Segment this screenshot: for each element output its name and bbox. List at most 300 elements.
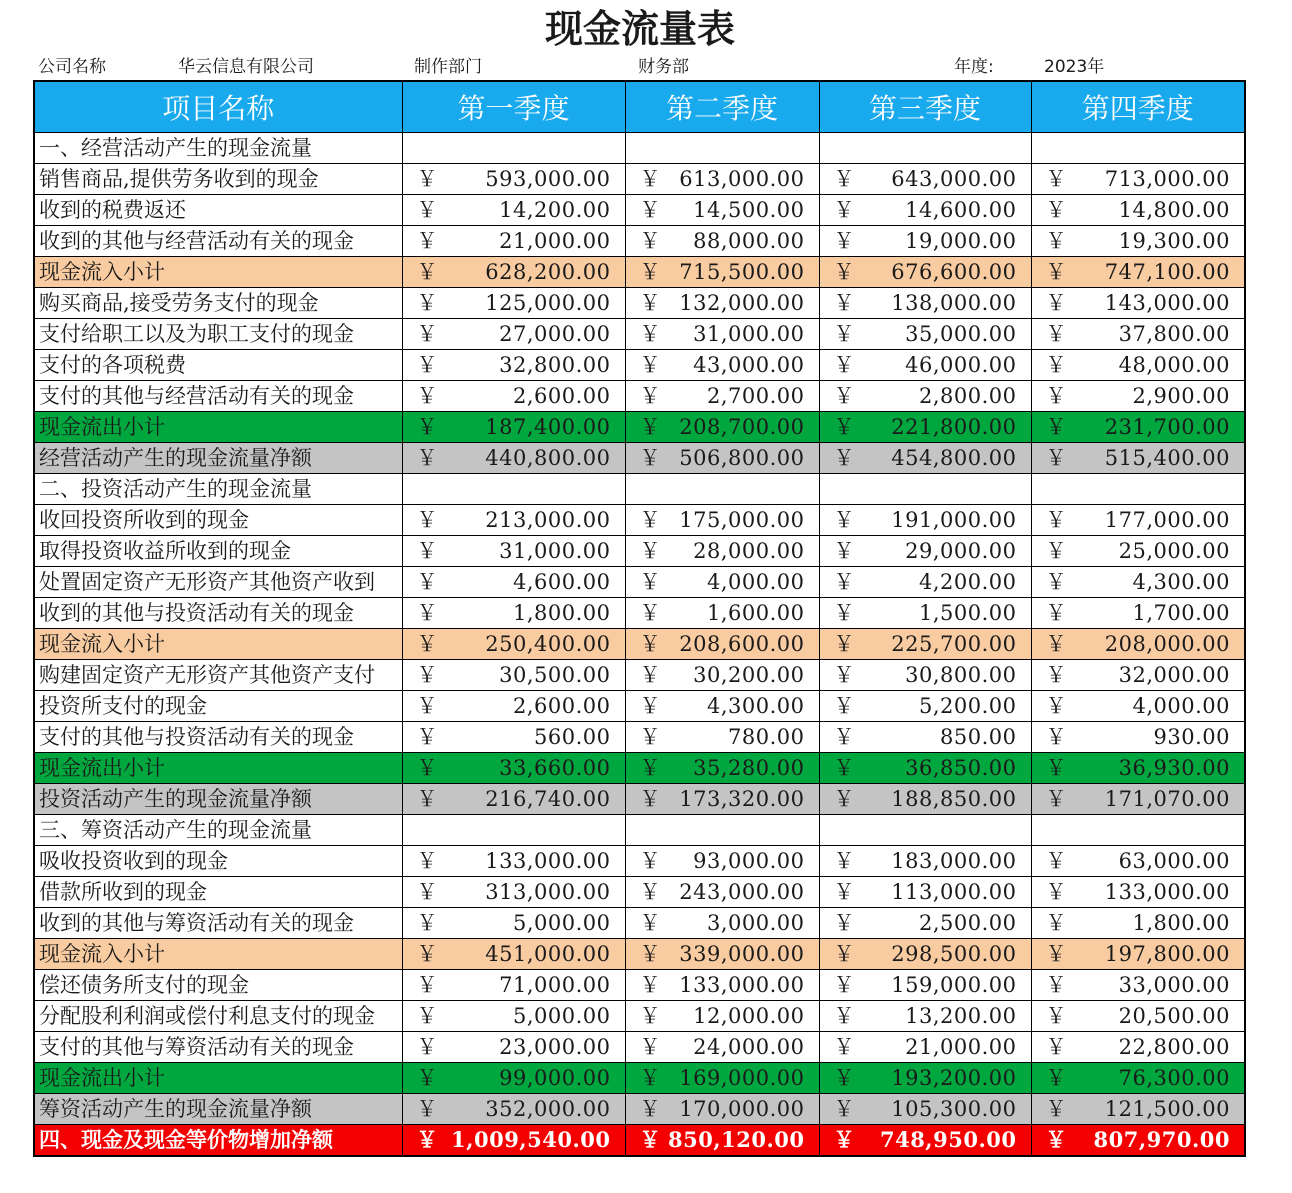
amount-cell-q1 <box>402 846 625 877</box>
currency-symbol: ￥ <box>1045 663 1067 687</box>
amount-value: 1,800.00 <box>512 601 611 625</box>
column-header-q3: 第三季度 <box>819 81 1031 133</box>
amount-cell-q4 <box>1031 164 1245 195</box>
amount-cell-q3 <box>819 1001 1031 1032</box>
amount-cell-q4 <box>1031 319 1245 350</box>
amount-cell-q1 <box>402 1063 625 1094</box>
amount-value: 1,700.00 <box>1132 601 1230 625</box>
amount-cell-q3 <box>819 784 1031 815</box>
amount-cell-q3 <box>819 412 1031 443</box>
column-header-q1: 第一季度 <box>402 81 625 133</box>
amount-cell-q2 <box>625 505 819 536</box>
amount-cell-q3 <box>819 195 1031 226</box>
amount-value: 2,600.00 <box>512 384 611 408</box>
currency-symbol: ￥ <box>416 725 438 749</box>
amount-cell-q3 <box>819 536 1031 567</box>
currency-symbol: ￥ <box>833 384 855 408</box>
currency-symbol: ￥ <box>416 1097 438 1121</box>
amount-cell-q4 <box>1031 288 1245 319</box>
currency-symbol: ￥ <box>639 260 661 284</box>
amount-value: 4,600.00 <box>512 570 611 594</box>
currency-symbol: ￥ <box>639 1035 661 1059</box>
row-label: 收到的其他与筹资活动有关的现金 <box>34 908 402 939</box>
table-row <box>34 226 1245 257</box>
amount-cell-q3 <box>819 939 1031 970</box>
company-name: 华云信息有限公司 <box>178 57 314 77</box>
currency-symbol: ￥ <box>833 1127 855 1152</box>
amount-cell-q2 <box>625 1032 819 1063</box>
currency-symbol: ￥ <box>833 601 855 625</box>
amount-cell-q3 <box>819 257 1031 288</box>
currency-symbol: ￥ <box>1045 198 1067 222</box>
currency-symbol: ￥ <box>833 973 855 997</box>
amount-cell-q3 <box>819 1125 1031 1157</box>
currency-symbol: ￥ <box>833 880 855 904</box>
amount-cell-q4 <box>1031 226 1245 257</box>
amount-cell-q1 <box>402 505 625 536</box>
amount-value: 105,300.00 <box>891 1097 1017 1121</box>
currency-symbol: ￥ <box>1045 167 1067 191</box>
table-row <box>34 1063 1245 1094</box>
amount-cell-q1 <box>402 691 625 722</box>
currency-symbol: ￥ <box>639 384 661 408</box>
amount-cell-q4 <box>1031 1125 1245 1157</box>
amount-value: 143,000.00 <box>1104 291 1230 315</box>
amount-cell-q3 <box>819 1063 1031 1094</box>
currency-symbol: ￥ <box>833 942 855 966</box>
row-label: 四、现金及现金等价物增加净额 <box>34 1125 402 1157</box>
table-row <box>34 288 1245 319</box>
currency-symbol: ￥ <box>416 446 438 470</box>
currency-symbol: ￥ <box>833 1097 855 1121</box>
amount-cell-q4 <box>1031 815 1245 846</box>
currency-symbol: ￥ <box>833 353 855 377</box>
amount-value: 339,000.00 <box>679 942 805 966</box>
amount-value: 177,000.00 <box>1104 508 1230 532</box>
amount-cell-q2 <box>625 877 819 908</box>
amount-cell-q3 <box>819 319 1031 350</box>
amount-cell-q4 <box>1031 629 1245 660</box>
currency-symbol: ￥ <box>1045 1004 1067 1028</box>
amount-cell-q4 <box>1031 598 1245 629</box>
amount-value: 48,000.00 <box>1118 353 1230 377</box>
currency-symbol: ￥ <box>639 353 661 377</box>
amount-cell-q3 <box>819 505 1031 536</box>
row-label: 现金流出小计 <box>34 753 402 784</box>
currency-symbol: ￥ <box>1045 973 1067 997</box>
amount-cell-q4 <box>1031 1032 1245 1063</box>
amount-cell-q4 <box>1031 846 1245 877</box>
table-row <box>34 660 1245 691</box>
amount-value: 36,850.00 <box>905 756 1017 780</box>
amount-cell-q3 <box>819 629 1031 660</box>
amount-value: 63,000.00 <box>1118 849 1230 873</box>
table-row <box>34 939 1245 970</box>
currency-symbol: ￥ <box>1045 911 1067 935</box>
amount-cell-q4 <box>1031 443 1245 474</box>
table-row <box>34 629 1245 660</box>
amount-value: 208,000.00 <box>1104 632 1230 656</box>
amount-value: 33,660.00 <box>499 756 611 780</box>
row-label: 现金流出小计 <box>34 1063 402 1094</box>
currency-symbol: ￥ <box>833 694 855 718</box>
amount-value: 208,600.00 <box>679 632 805 656</box>
amount-cell-q3 <box>819 226 1031 257</box>
currency-symbol: ￥ <box>639 973 661 997</box>
row-label: 支付给职工以及为职工支付的现金 <box>34 319 402 350</box>
currency-symbol: ￥ <box>639 756 661 780</box>
currency-symbol: ￥ <box>1045 1066 1067 1090</box>
amount-value: 25,000.00 <box>1118 539 1230 563</box>
table-row <box>34 908 1245 939</box>
amount-value: 133,000.00 <box>679 973 805 997</box>
amount-cell-q2 <box>625 722 819 753</box>
currency-symbol: ￥ <box>639 880 661 904</box>
currency-symbol: ￥ <box>416 1004 438 1028</box>
amount-cell-q2 <box>625 257 819 288</box>
row-label: 偿还债务所支付的现金 <box>34 970 402 1001</box>
row-label: 收到的税费返还 <box>34 195 402 226</box>
amount-value: 193,200.00 <box>891 1066 1017 1090</box>
currency-symbol: ￥ <box>833 508 855 532</box>
amount-cell-q3 <box>819 753 1031 784</box>
currency-symbol: ￥ <box>639 198 661 222</box>
currency-symbol: ￥ <box>833 663 855 687</box>
currency-symbol: ￥ <box>833 229 855 253</box>
amount-value: 506,800.00 <box>679 446 805 470</box>
amount-value: 14,200.00 <box>499 198 611 222</box>
amount-cell-q1 <box>402 970 625 1001</box>
amount-value: 32,800.00 <box>499 353 611 377</box>
amount-value: 159,000.00 <box>891 973 1017 997</box>
amount-value: 197,800.00 <box>1104 942 1230 966</box>
amount-value: 88,000.00 <box>693 229 805 253</box>
amount-value: 27,000.00 <box>499 322 611 346</box>
amount-value: 99,000.00 <box>499 1066 611 1090</box>
amount-cell-q2 <box>625 598 819 629</box>
amount-cell-q3 <box>819 288 1031 319</box>
amount-cell-q3 <box>819 443 1031 474</box>
currency-symbol: ￥ <box>416 911 438 935</box>
currency-symbol: ￥ <box>1045 446 1067 470</box>
currency-symbol: ￥ <box>639 601 661 625</box>
amount-cell-q4 <box>1031 505 1245 536</box>
amount-cell-q3 <box>819 350 1031 381</box>
row-label: 支付的其他与筹资活动有关的现金 <box>34 1032 402 1063</box>
currency-symbol: ￥ <box>639 725 661 749</box>
amount-cell-q2 <box>625 1063 819 1094</box>
amount-cell-q2 <box>625 536 819 567</box>
amount-value: 4,000.00 <box>706 570 805 594</box>
currency-symbol: ￥ <box>1045 260 1067 284</box>
currency-symbol: ￥ <box>833 291 855 315</box>
row-label: 经营活动产生的现金流量净额 <box>34 443 402 474</box>
currency-symbol: ￥ <box>833 632 855 656</box>
table-row <box>34 505 1245 536</box>
currency-symbol: ￥ <box>833 1004 855 1028</box>
amount-cell-q1 <box>402 629 625 660</box>
amount-value: 93,000.00 <box>693 849 805 873</box>
amount-cell-q2 <box>625 629 819 660</box>
amount-value: 1,500.00 <box>918 601 1017 625</box>
currency-symbol: ￥ <box>416 260 438 284</box>
amount-value: 22,800.00 <box>1118 1035 1230 1059</box>
currency-symbol: ￥ <box>416 384 438 408</box>
currency-symbol: ￥ <box>1045 291 1067 315</box>
currency-symbol: ￥ <box>639 1127 661 1152</box>
amount-cell-q4 <box>1031 195 1245 226</box>
currency-symbol: ￥ <box>639 539 661 563</box>
amount-cell-q1 <box>402 257 625 288</box>
amount-value: 440,800.00 <box>485 446 611 470</box>
amount-cell-q2 <box>625 443 819 474</box>
row-label: 投资所支付的现金 <box>34 691 402 722</box>
section-header-row <box>34 474 1245 505</box>
amount-value: 125,000.00 <box>485 291 611 315</box>
amount-cell-q3 <box>819 970 1031 1001</box>
row-label: 借款所收到的现金 <box>34 877 402 908</box>
amount-cell-q2 <box>625 350 819 381</box>
amount-value: 191,000.00 <box>891 508 1017 532</box>
currency-symbol: ￥ <box>416 167 438 191</box>
currency-symbol: ￥ <box>1045 694 1067 718</box>
currency-symbol: ￥ <box>416 291 438 315</box>
currency-symbol: ￥ <box>1045 229 1067 253</box>
currency-symbol: ￥ <box>639 167 661 191</box>
row-label: 支付的其他与投资活动有关的现金 <box>34 722 402 753</box>
table-row <box>34 412 1245 443</box>
amount-value: 930.00 <box>1153 725 1230 749</box>
currency-symbol: ￥ <box>1045 849 1067 873</box>
amount-cell-q2 <box>625 381 819 412</box>
amount-cell-q4 <box>1031 722 1245 753</box>
amount-cell-q2 <box>625 474 819 505</box>
amount-value: 76,300.00 <box>1118 1066 1230 1090</box>
amount-value: 593,000.00 <box>485 167 611 191</box>
currency-symbol: ￥ <box>639 1004 661 1028</box>
row-label: 销售商品,提供劳务收到的现金 <box>34 164 402 195</box>
amount-cell-q2 <box>625 1125 819 1157</box>
amount-cell-q2 <box>625 288 819 319</box>
currency-symbol: ￥ <box>416 973 438 997</box>
currency-symbol: ￥ <box>833 446 855 470</box>
currency-symbol: ￥ <box>416 787 438 811</box>
amount-cell-q1 <box>402 288 625 319</box>
amount-value: 2,900.00 <box>1132 384 1230 408</box>
amount-value: 780.00 <box>728 725 805 749</box>
currency-symbol: ￥ <box>639 508 661 532</box>
currency-symbol: ￥ <box>833 198 855 222</box>
amount-value: 713,000.00 <box>1104 167 1230 191</box>
amount-cell-q3 <box>819 660 1031 691</box>
amount-cell-q4 <box>1031 970 1245 1001</box>
table-row <box>34 877 1245 908</box>
amount-value: 748,950.00 <box>879 1127 1017 1152</box>
amount-cell-q3 <box>819 1094 1031 1125</box>
amount-value: 208,700.00 <box>679 415 805 439</box>
table-row <box>34 1125 1245 1157</box>
amount-cell-q2 <box>625 133 819 164</box>
amount-cell-q4 <box>1031 753 1245 784</box>
currency-symbol: ￥ <box>639 415 661 439</box>
amount-cell-q4 <box>1031 660 1245 691</box>
amount-value: 37,800.00 <box>1118 322 1230 346</box>
row-label: 支付的各项税费 <box>34 350 402 381</box>
amount-cell-q1 <box>402 784 625 815</box>
currency-symbol: ￥ <box>639 1066 661 1090</box>
amount-value: 676,600.00 <box>891 260 1017 284</box>
amount-value: 715,500.00 <box>679 260 805 284</box>
row-label: 吸收投资收到的现金 <box>34 846 402 877</box>
row-label: 收到的其他与投资活动有关的现金 <box>34 598 402 629</box>
row-label: 处置固定资产无形资产其他资产收到 <box>34 567 402 598</box>
amount-cell-q4 <box>1031 567 1245 598</box>
amount-value: 216,740.00 <box>485 787 611 811</box>
currency-symbol: ￥ <box>639 291 661 315</box>
currency-symbol: ￥ <box>416 942 438 966</box>
currency-symbol: ￥ <box>1045 570 1067 594</box>
currency-symbol: ￥ <box>639 322 661 346</box>
amount-cell-q3 <box>819 691 1031 722</box>
amount-value: 35,280.00 <box>693 756 805 780</box>
currency-symbol: ￥ <box>1045 756 1067 780</box>
currency-symbol: ￥ <box>416 632 438 656</box>
amount-cell-q1 <box>402 908 625 939</box>
amount-cell-q2 <box>625 753 819 784</box>
amount-cell-q3 <box>819 381 1031 412</box>
row-label: 收到的其他与经营活动有关的现金 <box>34 226 402 257</box>
table-row <box>34 381 1245 412</box>
amount-value: 170,000.00 <box>679 1097 805 1121</box>
amount-cell-q2 <box>625 1094 819 1125</box>
company-label: 公司名称 <box>38 57 106 77</box>
row-label: 现金流入小计 <box>34 939 402 970</box>
currency-symbol: ￥ <box>833 1035 855 1059</box>
currency-symbol: ￥ <box>639 849 661 873</box>
page-title: 现金流量表 <box>544 7 735 51</box>
amount-value: 807,970.00 <box>1093 1127 1230 1152</box>
currency-symbol: ￥ <box>833 167 855 191</box>
amount-cell-q4 <box>1031 784 1245 815</box>
currency-symbol: ￥ <box>639 694 661 718</box>
amount-value: 1,800.00 <box>1132 911 1230 935</box>
amount-value: 14,600.00 <box>905 198 1017 222</box>
amount-value: 14,800.00 <box>1118 198 1230 222</box>
amount-value: 4,200.00 <box>918 570 1017 594</box>
table-row <box>34 443 1245 474</box>
amount-cell-q1 <box>402 443 625 474</box>
amount-value: 19,000.00 <box>905 229 1017 253</box>
amount-value: 313,000.00 <box>485 880 611 904</box>
currency-symbol: ￥ <box>416 415 438 439</box>
amount-cell-q1 <box>402 412 625 443</box>
currency-symbol: ￥ <box>639 570 661 594</box>
amount-cell-q1 <box>402 133 625 164</box>
currency-symbol: ￥ <box>416 539 438 563</box>
dept-label: 制作部门 <box>414 57 482 77</box>
amount-cell-q4 <box>1031 1063 1245 1094</box>
currency-symbol: ￥ <box>1045 415 1067 439</box>
amount-value: 21,000.00 <box>905 1035 1017 1059</box>
amount-value: 19,300.00 <box>1118 229 1230 253</box>
table-row <box>34 1032 1245 1063</box>
currency-symbol: ￥ <box>833 322 855 346</box>
currency-symbol: ￥ <box>639 229 661 253</box>
amount-cell-q4 <box>1031 939 1245 970</box>
amount-cell-q1 <box>402 474 625 505</box>
amount-value: 5,200.00 <box>918 694 1017 718</box>
row-label: 投资活动产生的现金流量净额 <box>34 784 402 815</box>
amount-value: 23,000.00 <box>499 1035 611 1059</box>
currency-symbol: ￥ <box>1045 1127 1067 1152</box>
amount-cell-q3 <box>819 908 1031 939</box>
amount-value: 560.00 <box>534 725 611 749</box>
row-label: 现金流入小计 <box>34 629 402 660</box>
row-label: 现金流出小计 <box>34 412 402 443</box>
amount-value: 613,000.00 <box>679 167 805 191</box>
amount-value: 298,500.00 <box>891 942 1017 966</box>
row-label: 购建固定资产无形资产其他资产支付 <box>34 660 402 691</box>
currency-symbol: ￥ <box>1045 632 1067 656</box>
amount-value: 28,000.00 <box>693 539 805 563</box>
amount-cell-q2 <box>625 226 819 257</box>
amount-value: 1,009,540.00 <box>451 1127 611 1152</box>
row-label: 现金流入小计 <box>34 257 402 288</box>
currency-symbol: ￥ <box>1045 384 1067 408</box>
amount-cell-q2 <box>625 784 819 815</box>
currency-symbol: ￥ <box>416 663 438 687</box>
amount-cell-q1 <box>402 939 625 970</box>
currency-symbol: ￥ <box>1045 942 1067 966</box>
amount-cell-q1 <box>402 195 625 226</box>
table-row <box>34 598 1245 629</box>
currency-symbol: ￥ <box>1045 1035 1067 1059</box>
amount-value: 175,000.00 <box>679 508 805 532</box>
currency-symbol: ￥ <box>639 911 661 935</box>
currency-symbol: ￥ <box>416 322 438 346</box>
amount-value: 221,800.00 <box>891 415 1017 439</box>
amount-value: 30,800.00 <box>905 663 1017 687</box>
amount-value: 30,500.00 <box>499 663 611 687</box>
currency-symbol: ￥ <box>1045 1097 1067 1121</box>
amount-cell-q1 <box>402 381 625 412</box>
amount-value: 24,000.00 <box>693 1035 805 1059</box>
amount-cell-q4 <box>1031 908 1245 939</box>
currency-symbol: ￥ <box>1045 787 1067 811</box>
currency-symbol: ￥ <box>416 508 438 532</box>
row-label: 收回投资所收到的现金 <box>34 505 402 536</box>
currency-symbol: ￥ <box>833 260 855 284</box>
section-header-row <box>34 815 1245 846</box>
row-label: 取得投资收益所收到的现金 <box>34 536 402 567</box>
table-row <box>34 691 1245 722</box>
amount-value: 4,300.00 <box>706 694 805 718</box>
amount-value: 2,600.00 <box>512 694 611 718</box>
amount-value: 231,700.00 <box>1104 415 1230 439</box>
amount-cell-q2 <box>625 846 819 877</box>
amount-cell-q2 <box>625 908 819 939</box>
currency-symbol: ￥ <box>416 198 438 222</box>
amount-cell-q2 <box>625 1001 819 1032</box>
amount-cell-q4 <box>1031 133 1245 164</box>
currency-symbol: ￥ <box>1045 539 1067 563</box>
amount-value: 21,000.00 <box>499 229 611 253</box>
amount-value: 213,000.00 <box>485 508 611 532</box>
table-row <box>34 970 1245 1001</box>
currency-symbol: ￥ <box>416 849 438 873</box>
amount-value: 29,000.00 <box>905 539 1017 563</box>
amount-value: 451,000.00 <box>485 942 611 966</box>
